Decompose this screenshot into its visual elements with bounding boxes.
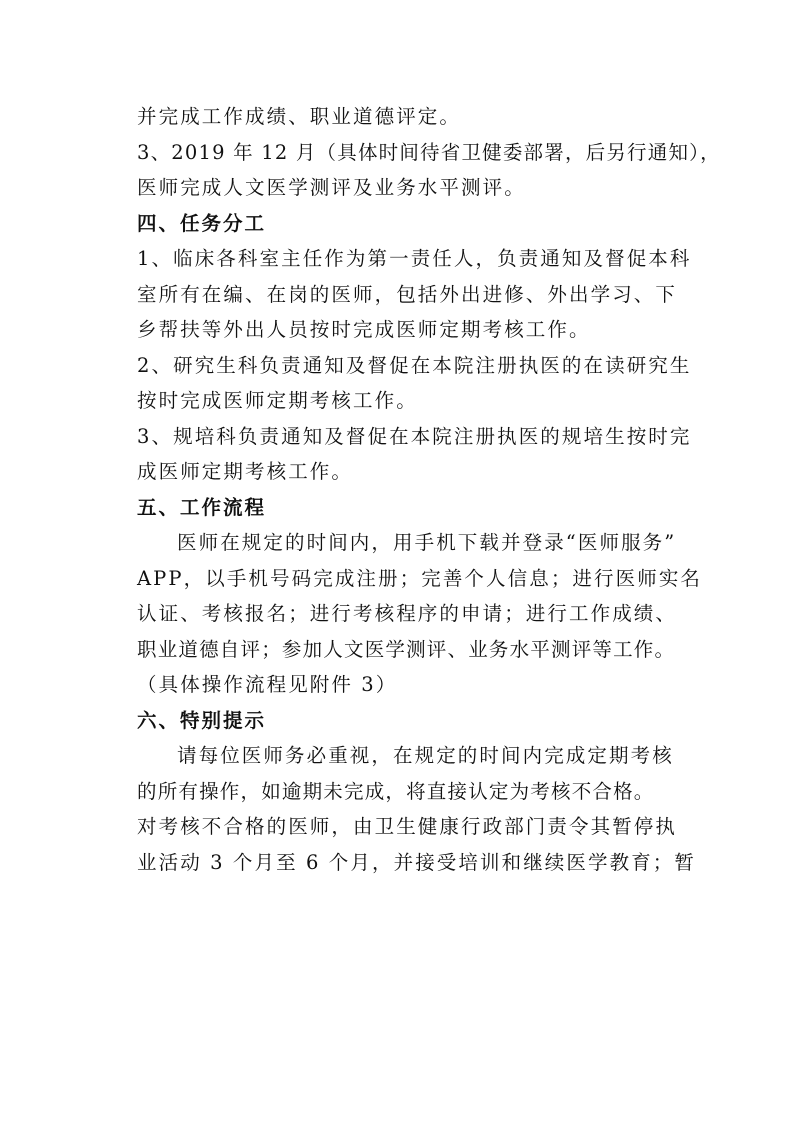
paragraph-line: 请每位医师务必重视，在规定的时间内完成定期考核 xyxy=(177,744,674,767)
paragraph-line: 1、临床各科室主任作为第一责任人，负责通知及督促本科 xyxy=(137,247,692,270)
paragraph-line: APP，以手机号码完成注册；完善个人信息；进行医师实名 xyxy=(137,566,703,590)
paragraph-line: 的所有操作，如逾期未完成，将直接认定为考核不合格。 xyxy=(137,779,655,803)
paragraph-line: 2、研究生科负责通知及督促在本院注册执医的在读研究生 xyxy=(137,353,692,377)
paragraph-line: 职业道德自评；参加人文医学测评、业务水平测评等工作。 xyxy=(137,637,676,661)
paragraph-line: 乡帮扶等外出人员按时完成医师定期考核工作。 xyxy=(137,318,591,341)
section-heading-workflow: 五、工作流程 xyxy=(137,495,267,519)
paragraph-line: 医师完成人文医学测评及业务水平测评。 xyxy=(137,176,526,199)
paragraph-line: 成医师定期考核工作。 xyxy=(137,460,354,483)
paragraph-line: 对考核不合格的医师，由卫生健康行政部门责令其暂停执 xyxy=(137,815,678,838)
paragraph-line: 业活动 3 个月至 6 个月，并接受培训和继续医学教育；暂 xyxy=(137,850,697,874)
paragraph-line: 3、2019 年 12 月（具体时间待省卫健委部署，后另行通知）， xyxy=(137,140,721,164)
paragraph-line: 医师在规定的时间内，用手机下载并登录“医师服务” xyxy=(177,531,677,554)
paragraph-line: 3、规培科负责通知及督促在本院注册执医的规培生按时完 xyxy=(137,424,692,448)
paragraph-line: 并完成工作成绩、职业道德评定。 xyxy=(137,105,462,128)
paragraph-line: 室所有在编、在岗的医师，包括外出进修、外出学习、下 xyxy=(137,282,678,306)
paragraph-line: 按时完成医师定期考核工作。 xyxy=(137,389,418,412)
paragraph-line: 认证、考核报名；进行考核程序的申请；进行工作成绩、 xyxy=(137,602,678,625)
section-heading-task-division: 四、任务分工 xyxy=(137,211,267,235)
document-body xyxy=(137,99,721,880)
paragraph-line: （具体操作流程见附件 3） xyxy=(137,673,398,696)
section-heading-special-notice: 六、特别提示 xyxy=(137,708,267,732)
